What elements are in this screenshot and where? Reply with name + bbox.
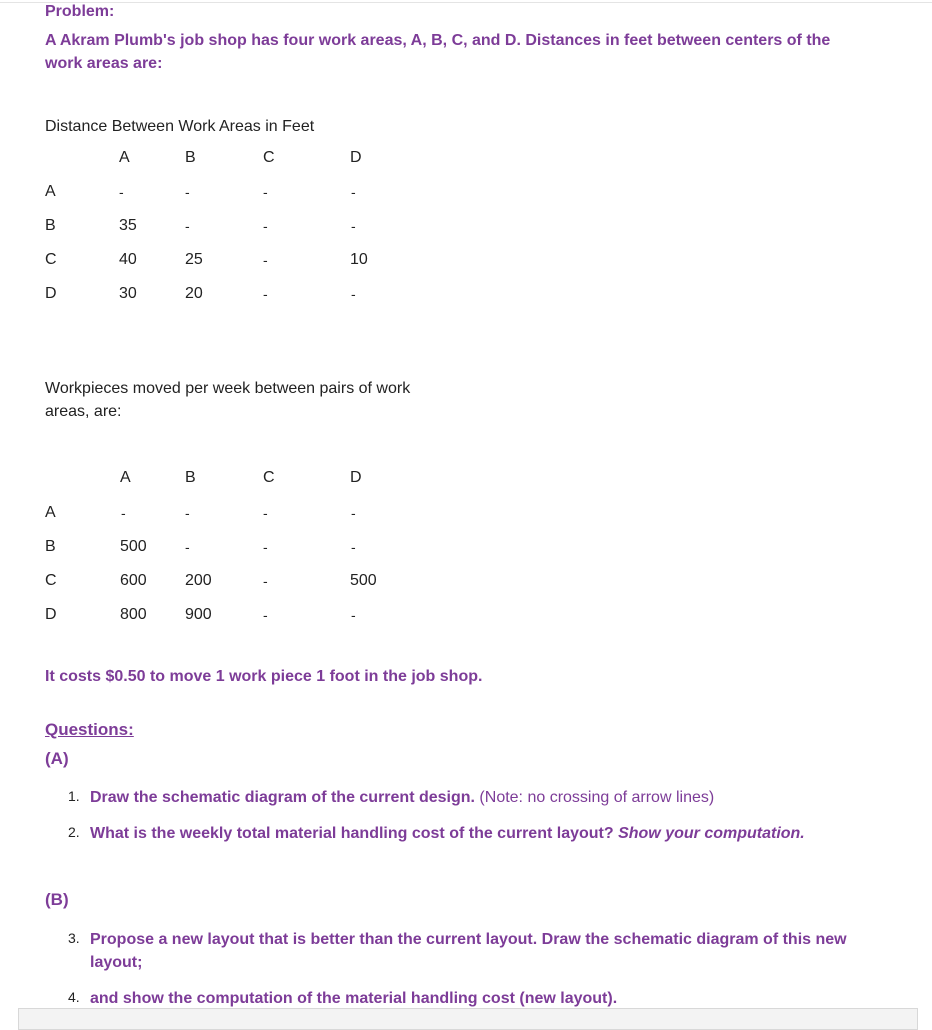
- table-cell: -: [185, 184, 190, 200]
- cost-note: It costs $0.50 to move 1 work piece 1 foot in the job shop.: [45, 668, 483, 685]
- table-cell: 40: [119, 251, 137, 268]
- table-cell: -: [351, 505, 356, 521]
- table-cell: -: [351, 184, 356, 200]
- table-cell: 500: [350, 572, 377, 589]
- question-4: [90, 987, 890, 1010]
- top-divider: [0, 2, 932, 3]
- table-cell: -: [351, 218, 356, 234]
- table-cell: 20: [185, 285, 203, 302]
- table-cell: 900: [185, 606, 212, 623]
- table-cell: 30: [119, 285, 137, 302]
- table-cell: -: [263, 505, 268, 521]
- column-header-a: A: [119, 149, 130, 166]
- row-header-b: B: [45, 538, 56, 555]
- table-cell: -: [263, 539, 268, 555]
- column-header-d: D: [350, 469, 362, 486]
- table-cell: -: [351, 286, 356, 302]
- table-cell: -: [263, 607, 268, 623]
- column-header-b: B: [185, 149, 196, 166]
- question-1: [90, 786, 890, 809]
- table-cell: -: [351, 607, 356, 623]
- problem-statement: A Akram Plumb's job shop has four work areas, A, B, C, and D. Distances in feet between centers of the work areas are:: [45, 32, 831, 72]
- table-cell: -: [263, 184, 268, 200]
- row-header-c: C: [45, 251, 57, 268]
- column-header-a: A: [120, 469, 131, 486]
- question-3-number: 3.: [68, 930, 80, 946]
- column-header-b: B: [185, 469, 196, 486]
- table-cell: -: [119, 184, 124, 200]
- problem-label: Problem:: [45, 3, 115, 20]
- question-4-text: and show the computation of the material handling cost (new layout).: [90, 990, 618, 1007]
- question-2-text: What is the weekly total material handling cost of the current layout?: [90, 825, 614, 842]
- question-1-note: (Note: no crossing of arrow lines): [474, 789, 715, 806]
- table-cell: 800: [120, 606, 147, 623]
- row-header-d: D: [45, 285, 57, 302]
- table-cell: 600: [120, 572, 147, 589]
- question-2: [90, 822, 810, 845]
- question-4-number: 4.: [68, 989, 80, 1005]
- row-header-a: A: [45, 183, 56, 200]
- question-3-text: Propose a new layout that is better than the current layout. Draw the schematic diagram of this new layout;: [90, 931, 847, 971]
- row-header-b: B: [45, 217, 56, 234]
- distance-table-caption: Distance Between Work Areas in Feet: [45, 118, 315, 135]
- question-1-number: 1.: [68, 788, 80, 804]
- question-3: [90, 928, 890, 974]
- question-1-text: Draw the schematic diagram of the current design.: [90, 789, 475, 806]
- questions-heading: Questions:: [45, 720, 134, 739]
- table-cell: -: [263, 218, 268, 234]
- table-cell: 200: [185, 572, 212, 589]
- part-b-label: (B): [45, 890, 69, 909]
- table-cell: 10: [350, 251, 368, 268]
- table-cell: 500: [120, 538, 147, 555]
- table-cell: -: [263, 573, 268, 589]
- table-cell: -: [185, 539, 190, 555]
- table-cell: -: [185, 505, 190, 521]
- table-cell: -: [351, 539, 356, 555]
- answer-box-edge: [18, 1008, 918, 1030]
- row-header-a: A: [45, 504, 56, 521]
- part-a-label: (A): [45, 749, 69, 768]
- table-cell: -: [121, 505, 126, 521]
- table-cell: -: [185, 218, 190, 234]
- flow-table-caption: Workpieces moved per week between pairs of work areas, are:: [45, 380, 411, 420]
- table-cell: 25: [185, 251, 203, 268]
- row-header-c: C: [45, 572, 57, 589]
- table-cell: 35: [119, 217, 137, 234]
- question-2-emphasis: Show your computation.: [613, 825, 805, 842]
- table-cell: -: [263, 286, 268, 302]
- column-header-c: C: [263, 149, 275, 166]
- table-cell: -: [263, 252, 268, 268]
- question-2-number: 2.: [68, 824, 80, 840]
- column-header-d: D: [350, 149, 362, 166]
- column-header-c: C: [263, 469, 275, 486]
- row-header-d: D: [45, 606, 57, 623]
